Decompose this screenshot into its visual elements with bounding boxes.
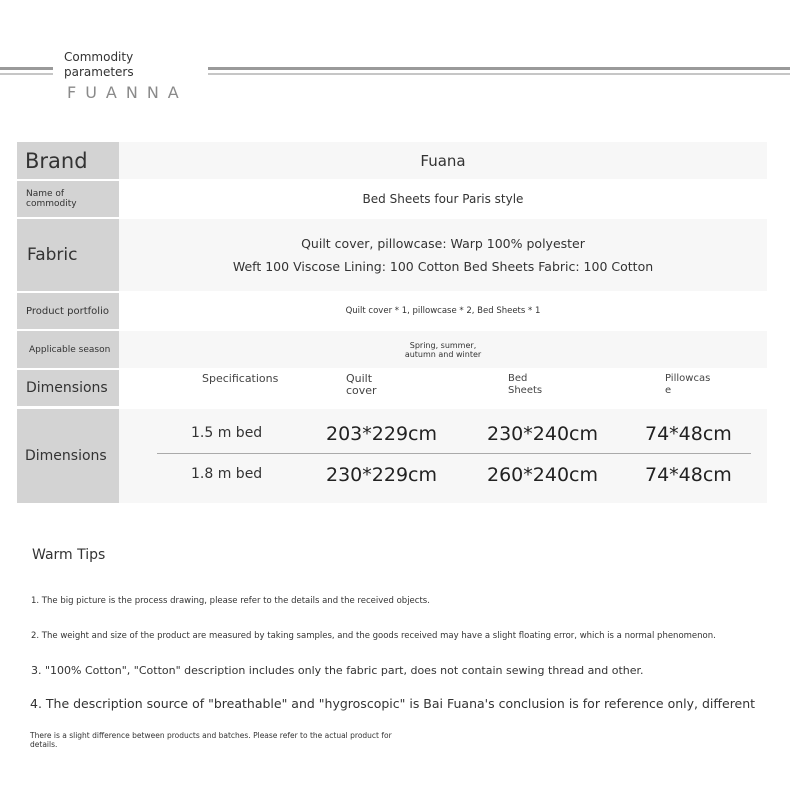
row2-spec: 1.8 m bed xyxy=(191,466,263,482)
header-rule xyxy=(0,73,53,75)
tip-3: 3. "100% Cotton", "Cotton" description includes only the fabric part, does not contain sewing thread and other. xyxy=(31,664,644,677)
section-title: Commodity parameters xyxy=(64,50,134,79)
row1-pillow: 74*48cm xyxy=(645,423,732,445)
fabric-line-2: Weft 100 Viscose Lining: 100 Cotton Bed Sheets Fabric: 100 Cotton xyxy=(232,259,654,274)
value-season xyxy=(119,331,767,368)
season-text: Spring, summer, autumn and winter xyxy=(404,340,482,359)
tip-5: There is a slight difference between products and batches. Please refer to the actual product for details. xyxy=(30,731,392,749)
label-brand: Brand xyxy=(17,142,119,179)
value-fabric xyxy=(119,219,767,291)
header-rule xyxy=(208,73,790,75)
column-quilt-cover: Quilt cover xyxy=(346,372,377,397)
row2-quilt: 230*229cm xyxy=(326,464,437,486)
tip-1: 1. The big picture is the process drawing, please refer to the details and the received objects. xyxy=(31,596,430,606)
row2-pillow: 74*48cm xyxy=(645,464,732,486)
row2-sheets: 260*240cm xyxy=(487,464,598,486)
header-rule xyxy=(208,67,790,70)
value-portfolio: Quilt cover * 1, pillowcase * 2, Bed Sheets * 1 xyxy=(345,306,541,316)
tip-2: 2. The weight and size of the product are measured by taking samples, and the goods received may have a slight floating error, which is a normal phenomenon. xyxy=(31,631,716,641)
dimension-divider xyxy=(157,453,751,454)
label-commodity-name xyxy=(17,181,119,217)
column-specifications: Specifications xyxy=(202,372,279,385)
value-commodity-name: Bed Sheets four Paris style xyxy=(362,192,524,206)
row1-spec: 1.5 m bed xyxy=(191,425,263,441)
tip-4: 4. The description source of "breathable" and "hygroscopic" is Bai Fuana's conclusion is for reference only, different xyxy=(30,696,756,711)
row1-sheets: 230*240cm xyxy=(487,423,598,445)
brand-logo: FUANNA xyxy=(67,83,188,102)
label-commodity-name-text: Name of commodity xyxy=(26,189,77,209)
fabric-line-1: Quilt cover, pillowcase: Warp 100% polyester xyxy=(301,236,585,251)
column-pillowcase: Pillowcase xyxy=(665,373,711,396)
label-dimensions-header: Dimensions xyxy=(17,370,119,406)
label-fabric: Fabric xyxy=(17,219,119,291)
label-portfolio: Product portfolio xyxy=(17,293,119,329)
tips-title: Warm Tips xyxy=(32,547,106,563)
value-brand: Fuana xyxy=(119,142,767,179)
row1-quilt: 203*229cm xyxy=(326,423,437,445)
header-rule xyxy=(0,67,53,70)
column-bed-sheets: Bed Sheets xyxy=(508,373,543,396)
label-dimensions: Dimensions xyxy=(17,409,119,503)
label-season: Applicable season xyxy=(17,331,119,368)
